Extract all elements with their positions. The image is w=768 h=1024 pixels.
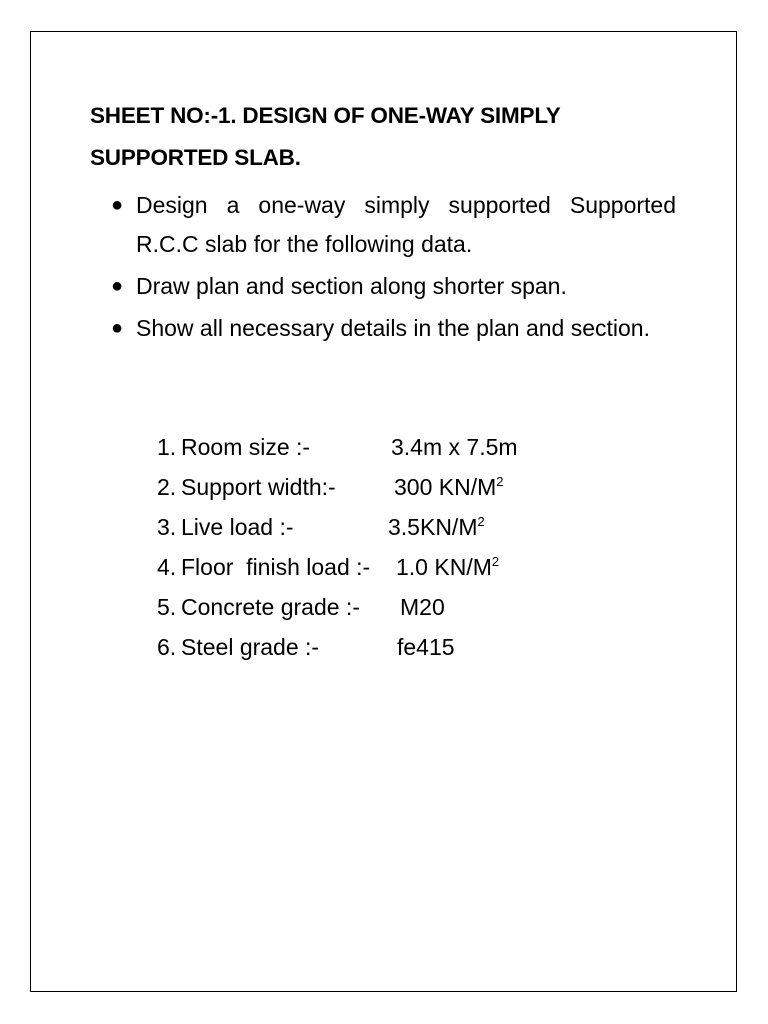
item-label: Live load :-	[181, 514, 294, 540]
instruction-text: Show all necessary details in the plan and section.	[136, 315, 650, 341]
item-number: 6.	[157, 634, 177, 660]
item-number: 4.	[157, 554, 177, 580]
bullet-icon: ●	[111, 317, 124, 339]
item-label: Support width:-	[181, 474, 336, 500]
item-label: Room size :-	[181, 434, 311, 460]
item-label: Concrete grade :-	[181, 594, 360, 620]
instruction-text: Design a one-way simply supported Supported R.C.C slab for the following data.	[136, 192, 676, 257]
heading-line-1: SHEET NO:-1. DESIGN OF ONE-WAY SIMPLY	[90, 103, 561, 128]
item-value: fe415	[397, 634, 455, 660]
item-value: $3.5KN/M^2$	[388, 514, 485, 540]
heading-line-2: SUPPORTED SLAB.	[90, 145, 301, 170]
item-value: 300 $KN/M^2$	[394, 474, 504, 500]
item-number: 1.	[157, 434, 177, 460]
instructions-list	[110, 186, 676, 351]
item-label: Steel grade :-	[181, 634, 320, 660]
instruction-text: Draw plan and section along shorter span.	[136, 273, 567, 299]
item-number: 5.	[157, 594, 177, 620]
instruction-item	[110, 186, 676, 264]
bullet-icon: ●	[111, 194, 124, 216]
item-value: 1.0 $KN/M^2$	[396, 554, 500, 580]
item-label: Floor finish load :-	[181, 554, 371, 580]
instruction-item	[110, 309, 676, 348]
sheet-heading	[90, 95, 690, 179]
item-number: 3.	[157, 514, 177, 540]
bullet-icon: ●	[111, 275, 124, 297]
instruction-item	[110, 267, 676, 306]
item-value: 3.4m x 7.5m	[391, 434, 518, 460]
item-value: M20	[400, 594, 445, 620]
item-number: 2.	[157, 474, 177, 500]
